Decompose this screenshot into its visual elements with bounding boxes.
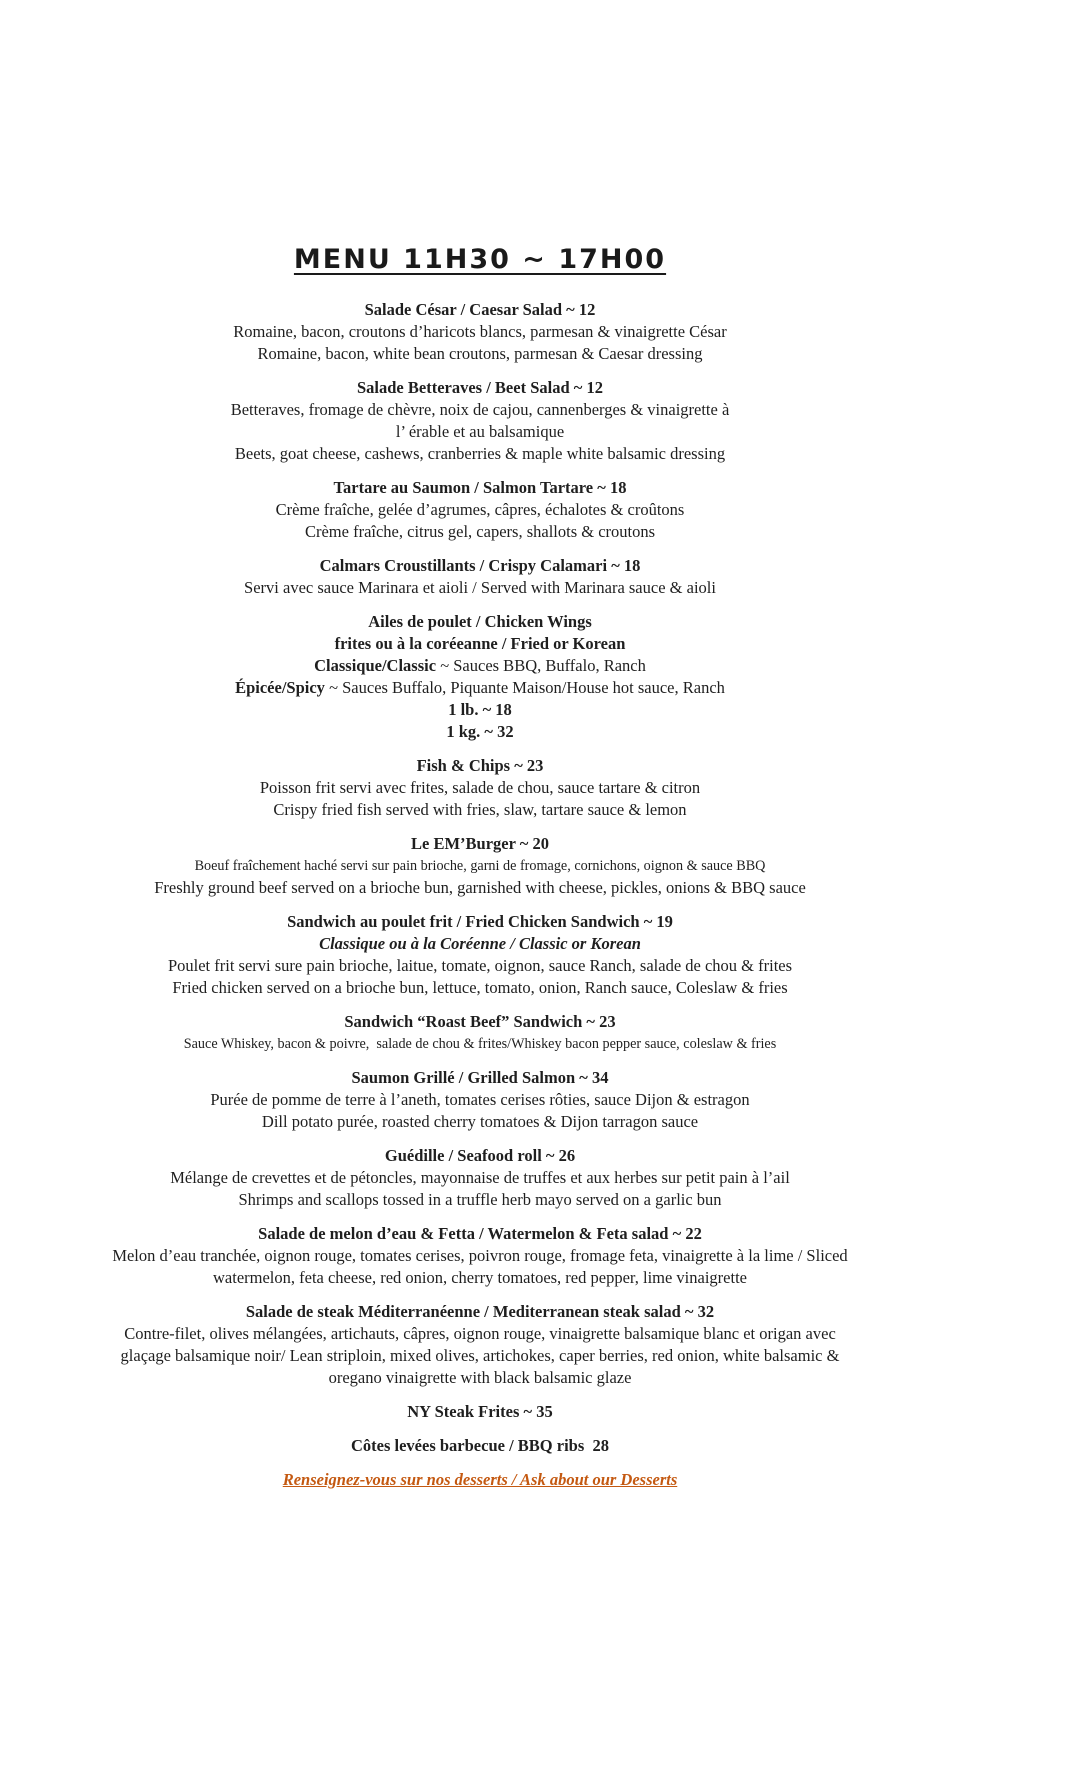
item-name: NY Steak Frites ~ 35 — [407, 1402, 553, 1421]
item-name: Salade César / Caesar Salad ~ 12 — [364, 300, 596, 319]
item-desc: Crispy fried fish served with fries, slaw, tartare sauce & lemon — [273, 800, 687, 819]
item-name: frites ou à la coréeanne / Fried or Korean — [334, 634, 626, 653]
item-desc: Betteraves, fromage de chèvre, noix de cajou, cannenberges & vinaigrette à — [230, 400, 730, 419]
menu-item — [106, 1067, 854, 1133]
item-desc: l’ érable et au balsamique — [395, 422, 565, 441]
item-name: Salade de melon d’eau & Fetta / Watermelon & Feta salad ~ 22 — [258, 1224, 702, 1243]
item-name: Le EM’Burger ~ 20 — [411, 834, 549, 853]
item-desc: Mélange de crevettes et de pétoncles, mayonnaise de truffes et aux herbes sur petit pain à l’ail — [170, 1168, 790, 1187]
item-desc: Dill potato purée, roasted cherry tomatoes & Dijon tarragon sauce — [261, 1112, 699, 1131]
menu-item — [106, 299, 854, 365]
item-desc: Boeuf fraîchement haché servi sur pain brioche, garni de fromage, cornichons, oignon & sauce BBQ — [194, 858, 766, 874]
item-name: Calmars Croustillants / Crispy Calamari ~ 18 — [319, 556, 641, 575]
item-desc: Poisson frit servi avec frites, salade de chou, sauce tartare & citron — [259, 778, 701, 797]
item-desc: Freshly ground beef served on a brioche bun, garnished with cheese, pickles, onions & BBQ sauce — [154, 878, 806, 897]
menu-item — [106, 1223, 854, 1289]
item-desc: Romaine, bacon, white bean croutons, parmesan & Caesar dressing — [257, 344, 703, 363]
menu-item — [106, 1301, 854, 1389]
item-desc: Melon d’eau tranchée, oignon rouge, tomates cerises, poivron rouge, fromage feta, vinaigrette à la lime / Sliced watermelon, feta cheese, red onion, cherry tomatoes, red pepper, lime vinaigrette — [112, 1246, 852, 1287]
item-desc-lead: Épicée/Spicy — [235, 678, 325, 697]
item-desc: Shrimps and scallops tossed in a truffle herb mayo served on a garlic bun — [238, 1190, 722, 1209]
item-desc: 1 lb. ~ 18 — [448, 700, 512, 719]
item-name: Ailes de poulet / Chicken Wings — [368, 612, 592, 631]
item-name: Salade Betteraves / Beet Salad ~ 12 — [357, 378, 603, 397]
item-desc-lead: Classique/Classic — [314, 656, 437, 675]
item-desc: Classique/Classic ~ Sauces BBQ, Buffalo, Ranch — [314, 656, 646, 675]
menu-item — [106, 755, 854, 821]
item-desc: Épicée/Spicy ~ Sauces Buffalo, Piquante Maison/House hot sauce, Ranch — [235, 678, 725, 697]
menu-item — [106, 377, 854, 465]
item-desc: Crème fraîche, gelée d’agrumes, câpres, échalotes & croûtons — [275, 500, 685, 519]
item-desc: Purée de pomme de terre à l’aneth, tomates cerises rôties, sauce Dijon & estragon — [210, 1090, 750, 1109]
item-name: Sandwich “Roast Beef” Sandwich ~ 23 — [344, 1012, 616, 1031]
menu-item — [106, 833, 854, 899]
item-desc: Contre-filet, olives mélangées, artichauts, câpres, oignon rouge, vinaigrette balsamique blanc et origan avec glaçage balsamique noir/ Lean striploin, mixed olives, artichokes, caper berries, red onion, white balsamic & oregano vinaigrette with black balsamic glaze — [120, 1324, 844, 1387]
item-name: Tartare au Saumon / Salmon Tartare ~ 18 — [333, 478, 627, 497]
menu-content — [106, 0, 854, 1491]
item-desc: Sauce Whiskey, bacon & poivre, salade de chou & frites/Whiskey bacon pepper sauce, coleslaw & fries — [183, 1036, 777, 1052]
menu-item — [106, 611, 854, 743]
item-desc: Servi avec sauce Marinara et aioli / Served with Marinara sauce & aioli — [244, 578, 716, 597]
menu-item — [106, 1435, 854, 1457]
item-desc: Fried chicken served on a brioche bun, lettuce, tomato, onion, Ranch sauce, Coleslaw & fries — [172, 978, 788, 997]
menu-items — [106, 299, 854, 1457]
item-desc: Classique ou à la Coréenne / Classic or Korean — [319, 934, 641, 953]
menu-item — [106, 1401, 854, 1423]
menu-item — [106, 477, 854, 543]
menu-item — [106, 911, 854, 999]
menu-item — [106, 555, 854, 599]
item-desc: 1 kg. ~ 32 — [446, 722, 514, 741]
item-name: Salade de steak Méditerranéenne / Mediterranean steak salad ~ 32 — [245, 1302, 715, 1321]
item-name: Sandwich au poulet frit / Fried Chicken Sandwich ~ 19 — [287, 912, 673, 931]
item-desc: Beets, goat cheese, cashews, cranberries & maple white balsamic dressing — [234, 444, 726, 463]
item-desc: Crème fraîche, citrus gel, capers, shallots & croutons — [304, 522, 656, 541]
item-name: Côtes levées barbecue / BBQ ribs 28 — [350, 1436, 609, 1455]
menu-item — [106, 1011, 854, 1055]
item-name: Fish & Chips ~ 23 — [416, 756, 544, 775]
menu-item — [106, 1145, 854, 1211]
item-desc: Poulet frit servi sure pain brioche, laitue, tomate, oignon, sauce Ranch, salade de chou & frites — [167, 956, 793, 975]
item-name: Saumon Grillé / Grilled Salmon ~ 34 — [351, 1068, 609, 1087]
desserts-link[interactable]: Renseignez-vous sur nos desserts / Ask about our Desserts — [282, 1470, 678, 1489]
item-name: Guédille / Seafood roll ~ 26 — [384, 1146, 576, 1165]
page-title: MENU 11H30 ~ 17H00 — [293, 244, 667, 275]
item-desc: Romaine, bacon, croutons d’haricots blancs, parmesan & vinaigrette César — [233, 322, 727, 341]
